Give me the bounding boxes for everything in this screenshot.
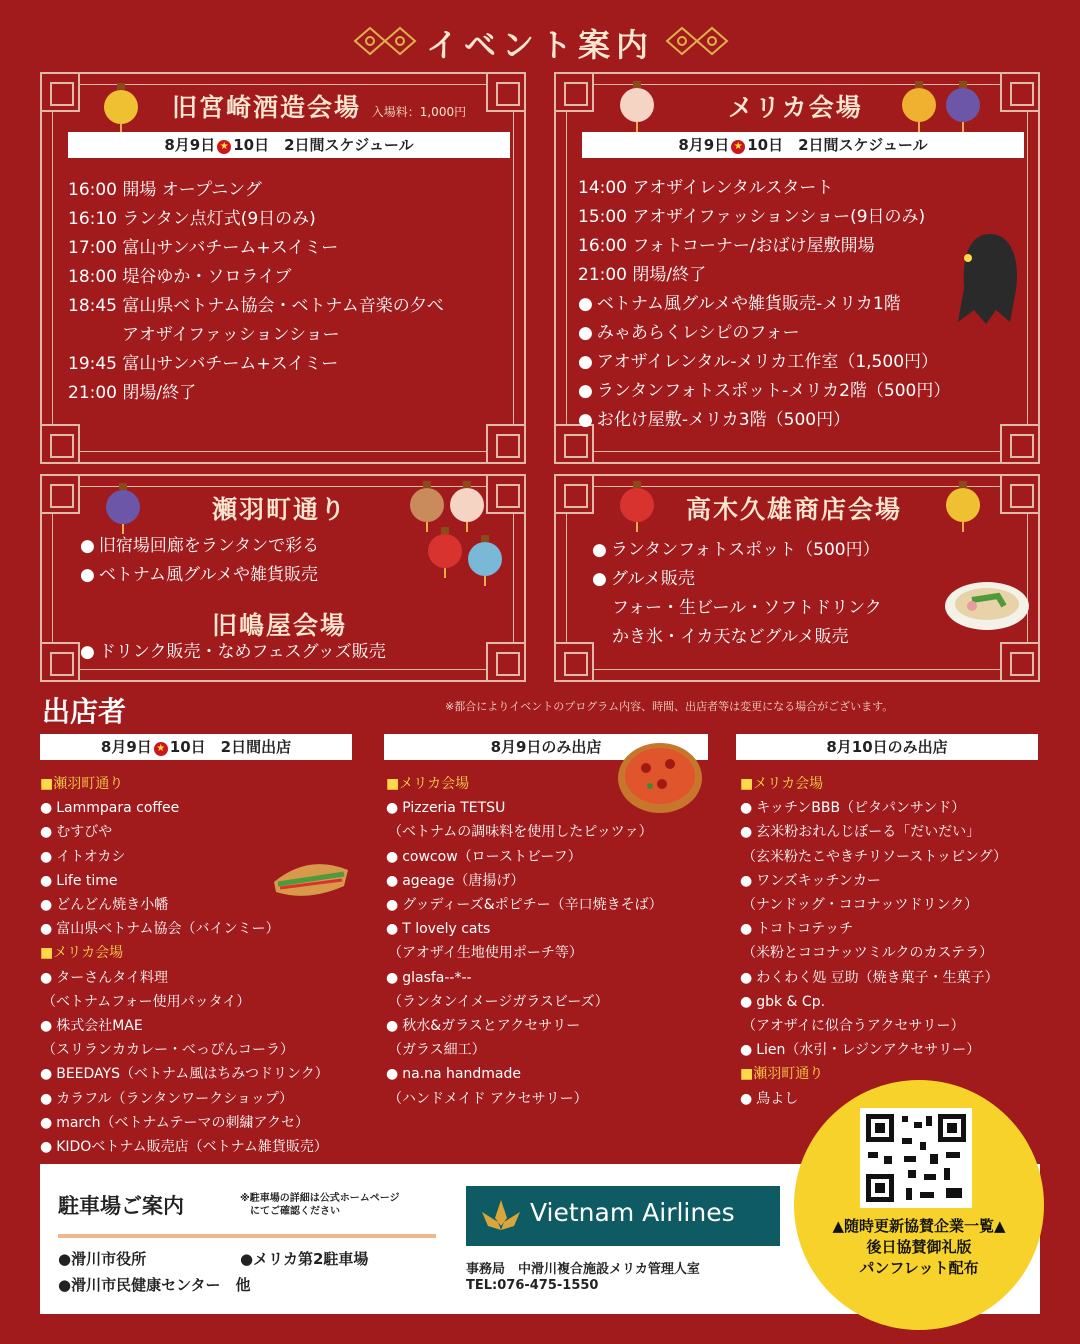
corner-ornament xyxy=(1000,642,1040,682)
parking-note: ※駐車場の詳細は公式ホームページ にてご確認ください xyxy=(240,1193,400,1217)
venue-title-shimaya: 旧嶋屋会場 xyxy=(212,611,348,640)
parking-lot: ●滑川市役所 xyxy=(58,1250,147,1268)
vendor-item: ● glasfa--*-- xyxy=(386,966,663,990)
lantern-icon xyxy=(410,488,444,522)
vendor-item: ● カラフル（ランタンワークショップ） xyxy=(40,1087,329,1111)
lantern-icon xyxy=(468,542,502,576)
vendor-item: （スリランカカレー・べっぴんコーラ） xyxy=(42,1042,294,1059)
vendor-item: （ナンドッグ・ココナッツドリンク） xyxy=(742,897,979,914)
lantern-icon xyxy=(620,88,654,122)
vendor-item: （アオザイ生地使用ポーチ等） xyxy=(388,945,583,962)
notice-text: ※都合によりイベントのプログラム内容、時間、出店者等は変更になる場合がございます。 xyxy=(445,700,894,713)
vendor-item: （米粉とココナッツミルクのカステラ） xyxy=(742,945,994,962)
corner-ornament xyxy=(1000,72,1040,112)
vendor-item: ● トコトコテッチ xyxy=(740,917,1007,941)
vendor-item: ● ターさんタイ料理 xyxy=(40,966,329,990)
phone-number: TEL:076-475-1550 xyxy=(466,1278,599,1293)
vendor-item: （ベトナムフォー使用パッタイ） xyxy=(42,993,251,1010)
ghost-icon xyxy=(954,230,1026,326)
lantern-icon xyxy=(946,88,980,122)
panel-sebacho xyxy=(40,474,526,682)
vendor-item: ● Pizzeria TETSU xyxy=(386,796,663,820)
vendor-item: ● BEEDAYS（ベトナム風はちみつドリンク） xyxy=(40,1062,329,1086)
lantern-icon xyxy=(450,488,484,522)
venue-title: 瀬羽町通り xyxy=(212,495,348,524)
lantern-icon xyxy=(104,90,138,124)
feature-list: ● 旧宿場回廊をランタンで彩る ● ベトナム風グルメや雑貨販売 xyxy=(80,532,319,590)
vendor-column-3: ■ メリカ会場 ● キッチンBBB（ピタパンサンド） ● 玄米粉おれんじぼーる「だいだい」 （玄米粉たこやきチリソーストッピング） ● ワンズキッチンカー （ナンドッグ・ココナッツドリンク） ● トコトコテッチ （米粉とココナッツミルクのカステラ） ● わくわく処 豆助（焼き菓子・生菓子） ● gbk & Cp. （アオザイに似合うアクセサリー） ● Lien（水引・レジンアクセサリー） ■ 瀬羽町通り ● 鳥よし xyxy=(740,772,1007,1111)
qr-caption: ▲随時更新協賛企業一覧▲ 後日協賛御礼版 パンフレット配布 xyxy=(832,1217,1006,1277)
lantern-icon xyxy=(428,534,462,568)
feature-list: ● ランタンフォトスポット（500円） ● グルメ販売 フォー・生ビール・ソフトドリンク かき氷・イカ天などグルメ販売 xyxy=(592,536,882,652)
vendor-item: （ベトナムの調味料を使用したピッツァ） xyxy=(388,824,653,841)
corner-ornament xyxy=(486,72,526,112)
parking-title: 駐車場ご案内 xyxy=(58,1193,184,1218)
vendor-column-2: ■ メリカ会場 ● Pizzeria TETSU （ベトナムの調味料を使用したピッツァ） ● cowcow（ローストビーフ） ● ageage（唐揚げ） ● グッディーズ&ポピチー（辛口焼きそば） ● T lovely cats （アオザイ生地使用ポーチ等） ● glasfa--*-- （ランタンイメージガラスビーズ） ● 秋水&ガラスとアクセサリー （ガラス細工） ● na.na handmade （ハンドメイド アクセサリー） xyxy=(386,772,663,1111)
vendor-item: ● T lovely cats xyxy=(386,917,663,941)
vendor-bar-day9: 8月9日のみ出店 xyxy=(384,734,708,760)
corner-ornament xyxy=(554,474,594,514)
vendor-item: ● キッチンBBB（ピタパンサンド） xyxy=(740,796,1007,820)
vendor-item: （ガラス細工） xyxy=(388,1042,486,1059)
lantern-icon xyxy=(620,488,654,522)
corner-ornament xyxy=(1000,474,1040,514)
lantern-icon xyxy=(106,490,140,524)
office-text: 事務局 中滑川複合施設メリカ管理人室 xyxy=(466,1262,700,1277)
qr-badge xyxy=(794,1080,1044,1330)
corner-ornament xyxy=(554,72,594,112)
vendor-item: ● KIDOベトナム販売店（ベトナム雑貨販売） xyxy=(40,1135,329,1159)
vendor-item: （アオザイに似合うアクセサリー） xyxy=(742,1018,965,1035)
corner-ornament xyxy=(40,474,80,514)
vendor-item: ● na.na handmade xyxy=(386,1062,663,1086)
airline-logo: Vietnam Airlines xyxy=(466,1186,780,1246)
corner-ornament xyxy=(554,642,594,682)
vendor-item: ● Lien（水引・レジンアクセサリー） xyxy=(740,1038,1007,1062)
vendor-item: （玄米粉たこやきチリソーストッピング） xyxy=(742,848,1008,865)
lotus-icon xyxy=(474,1196,528,1236)
pho-bowl-icon xyxy=(942,576,1032,640)
schedule-bar: 8月9日 ★ 10日 2日間スケジュール xyxy=(68,132,510,158)
vendor-item: ● cowcow（ローストビーフ） xyxy=(386,845,663,869)
corner-ornament xyxy=(486,474,526,514)
parking-lot: ●滑川市民健康センター 他 xyxy=(58,1276,251,1294)
corner-ornament xyxy=(1000,424,1040,464)
schedule-list: 14:00 アオザイレンタルスタート 15:00 アオザイファッションショー(9日のみ) 16:00 フォトコーナー/おばけ屋敷開場 21:00 閉場/終了 ● ベトナム風グルメや雑貨販売-メリカ1階 ● みゃあらくレシピのフォー ● アオザイレンタル-メリカ工作室（1,500円） ● ランタンフォトスポット-メリカ2階（500円） ● お化け屋敷-メリカ3階（500円） xyxy=(578,174,950,435)
parking-lot: ●メリカ第2駐車場 xyxy=(240,1250,369,1268)
vendor-column-1: ■ 瀬羽町通り ● Lammpara coffee ● むすびや ● イトオカシ ● Life time ● どんどん焼き小幡 ● 富山県ベトナム協会（バインミー） ■ メリカ会場 ● ターさんタイ料理 （ベトナムフォー使用パッタイ） ● 株式会社MAE （スリランカカレー・べっぴんコーラ） ● BEEDAYS（ベトナム風はちみつドリンク） ● カラフル（ランタンワークショップ） ● march（ベトナムテーマの刺繍アクセ） ● KIDOベトナム販売店（ベトナム雑貨販売） xyxy=(40,772,329,1159)
page-title: イベント案内 xyxy=(425,26,654,64)
vendor-item: ● グッディーズ&ポピチー（辛口焼きそば） xyxy=(386,893,663,917)
lantern-icon xyxy=(902,88,936,122)
venue-title: 旧宮崎酒造会場 入場料：1,000円 xyxy=(172,93,467,122)
corner-ornament xyxy=(486,424,526,464)
corner-ornament xyxy=(40,72,80,112)
panel-takagi xyxy=(554,474,1040,682)
schedule-list: 16:00 開場 オープニング 16:10 ランタン点灯式(9日のみ) 17:00 富山サンバチーム+スイミー 18:00 堤谷ゆか・ソロライブ 18:45 富山県ベトナム協会・ベトナム音楽の夕べ アオザイファッションショー 19:45 富山サンバチーム+スイミー 21:00 閉場/終了 xyxy=(68,180,444,403)
vendor-item: ● 玄米粉おれんじぼーる「だいだい」 xyxy=(740,820,1007,844)
vendor-bar-day10: 8月10日のみ出店 xyxy=(736,734,1038,760)
schedule-bar: 8月9日 ★ 10日 2日間スケジュール xyxy=(582,132,1024,158)
vendor-item: ● gbk & Cp. xyxy=(740,990,1007,1014)
qr-code[interactable] xyxy=(860,1108,972,1208)
ornament-right xyxy=(662,22,732,60)
venue-title: メリカ会場 xyxy=(728,93,863,122)
vendor-item: ● わくわく処 豆助（焼き菓子・生菓子） xyxy=(740,966,1007,990)
feature-list: ● ドリンク販売・なめフェスグッズ販売 xyxy=(80,638,386,667)
entry-fee: 入場料：1,000円 xyxy=(371,105,467,119)
panel-kyumiyazaki xyxy=(40,72,526,464)
vendor-item: ● ageage（唐揚げ） xyxy=(386,869,663,893)
vendor-item: ● 秋水&ガラスとアクセサリー xyxy=(386,1014,663,1038)
vendor-item: （ハンドメイド アクセサリー） xyxy=(388,1090,588,1107)
venue-title: 高木久雄商店会場 xyxy=(686,495,903,524)
vendor-item: ● 株式会社MAE xyxy=(40,1014,329,1038)
corner-ornament xyxy=(40,424,80,464)
vendors-heading: 出店者 xyxy=(42,695,127,728)
lantern-icon xyxy=(946,488,980,522)
panel-merica xyxy=(554,72,1040,464)
divider xyxy=(58,1234,436,1238)
corner-ornament xyxy=(486,642,526,682)
vendor-bar-both-days: 8月9日 ★ 10日 2日間出店 xyxy=(40,734,352,760)
vendor-item: ● march（ベトナムテーマの刺繍アクセ） xyxy=(40,1111,329,1135)
vendor-item: ● ワンズキッチンカー xyxy=(740,869,1007,893)
corner-ornament xyxy=(40,642,80,682)
vendor-item: （ランタンイメージガラスビーズ） xyxy=(388,993,609,1010)
